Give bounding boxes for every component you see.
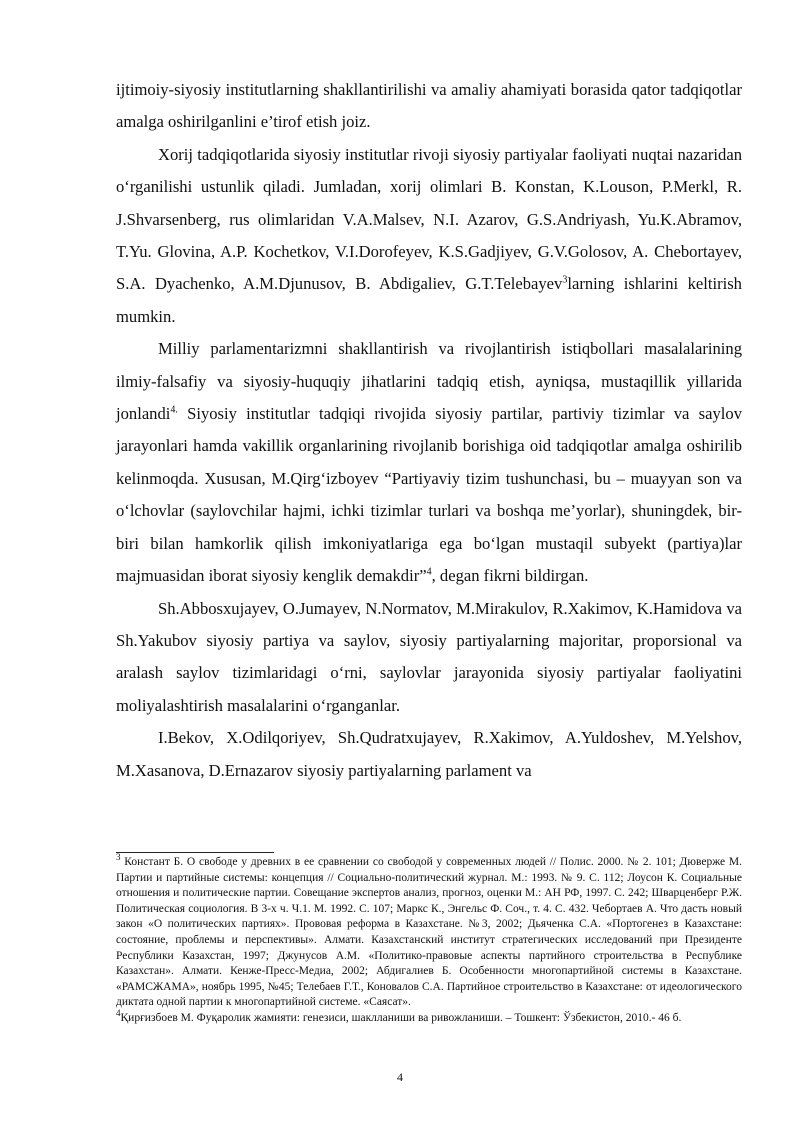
footnotes [116, 852, 742, 1027]
footnote-3: $^3$ Констант Б. О свободе у древних в ее сравнении со свободой у современных людей // Полис. 2000. № 2. 101; Дюверже М. Партии и партийные системы: концепция // Социально-политический журнал. М.: 1993. № 9. С. 112; Лоусон К. Социальные отношения и политические партии. Совещание экспертов анализ, прогноз, оценки М.: АН РФ, 1997. С. 242; Шварценберг Р.Ж. Политическая социология. В 3-х ч. Ч.1. М. 1992. С. 107; Маркс К., Энгельс Ф. Соч., т. 4. С. 432. Чебортаев А. Что дасть новый закон «О политических партиях». Прововая реформа в Казахстане. №3, 2002; Дьяченка С.А. «Портогенез в Казахстане: состояние, проблемы и перспективы». Алмати. Казахстанский институт стратегических исследований при Президенте Республики Казахстан, 1997; Джунусов А.М. «Политико-правовые аспекты партийного строительства в Республике Казахстан». Алмати. Кенже-Пресс-Медиа, 2002; Абдигалиев Б. Особенности многопартийной системы в Казахстане. «РАМСЖАМА», ноябрь 1995, №45; Телебаев Г.Т., Коновалов С.А. Партийное строительство в Казахстане: от идеологического диктата одной партии к многопартийной системе. «Саясат». [116, 852, 742, 1009]
footnote-separator [116, 852, 274, 853]
footnote-4: $^4$Қирғизбоев М. Фуқаролик жамияти: генезиси, шаклланиши ва ривожланиши. – Тошкент: Ўзбекистон, 2010.- 46 б. [116, 1008, 682, 1024]
footnote-mark-4: 4 [116, 1008, 121, 1019]
main-text [116, 74, 742, 787]
paragraph-3: Milliy parlamentarizmni shakllantirish va rivojlantirish istiqbollari masalalarining ilmiy-falsafiy va siyosiy-huquqiy jihatlarini tadqiq etish, ayniqsa, mustaqillik yillarida jonlandi$^{4.}$ Siyosiy institutlar tadqiqi rivojida siyosiy partilar, partiviy tizimlar va saylov jarayonlari hamda vakillik organlarining rivojlanib borishiga oid tadqiqotlar amalga oshirilib kelinmoqda. Xususan, M.Qirg‘izboyev “Partiyaviy tizim tushunchasi, bu – muayyan son va o‘lchovlar (saylovchilar hajmi, ichki tizimlar turlari va boshqa me’yorlar), shuningdek, bir-biri bilan hamkorlik qilish imkoniyatlariga ega bo‘lgan mustaqil subyekt (partiya)lar majmuasidan iborat siyosiy kenglik demakdir”$^4$, degan fikrni bildirgan. [116, 339, 742, 586]
footnote-ref-4b[interactable]: 4 [426, 566, 432, 578]
paragraph-1: ijtimoiy-siyosiy institutlarning shakllantirilishi va amaliy ahamiyati borasida qator tadqiqotlar amalga oshirilganlini e’tirof etish joiz. [116, 80, 742, 132]
paragraph-2: Xorij tadqiqotlarida siyosiy institutlar rivoji siyosiy partiyalar faoliyati nuqtai nazaridan o‘rganilishi ustunlik qiladi. Jumladan, xorij olimlari B. Konstan, K.Louson, P.Merkl, R. J.Shvarsenberg, rus olimlaridan V.A.Malsev, N.I. Azarov, G.S.Andriyash, Yu.K.Abramov, T.Yu. Glovina, A.P. Kochetkov, V.I.Dorofeyev, K.S.Gadjiyev, G.V.Golosov, A. Chebortayev, S.A. Dyachenko, A.M.Djunusov, B. Abdigaliev, G.T.Telebayev$^3$larning ishlarini keltirish mumkin. [116, 144, 742, 326]
footnote-ref-3[interactable]: 3 [562, 274, 568, 286]
footnote-ref-4a[interactable]: 4. [170, 404, 178, 416]
footnote-mark-3: 3 [116, 852, 121, 863]
paragraph-4: Sh.Abbosxujayev, O.Jumayev, N.Normatov, M.Mirakulov, R.Xakimov, K.Hamidova va Sh.Yakubov siyosiy partiya va saylov, siyosiy partiyalarning majoritar, proporsional va aralash saylov tizimlaridagi o‘rni, saylovlar jarayonida siyosiy partiyalar faoliyatini moliyalashtirish masalalarini o‘rganganlar. [116, 598, 742, 715]
paragraph-5: I.Bekov, X.Odilqoriyev, Sh.Qudratxujayev, R.Xakimov, A.Yuldoshev, M.Yelshov, M.Xasanova, D.Ernazarov siyosiy partiyalarning parlament va [116, 728, 742, 780]
page-number: 4 [397, 1070, 403, 1084]
